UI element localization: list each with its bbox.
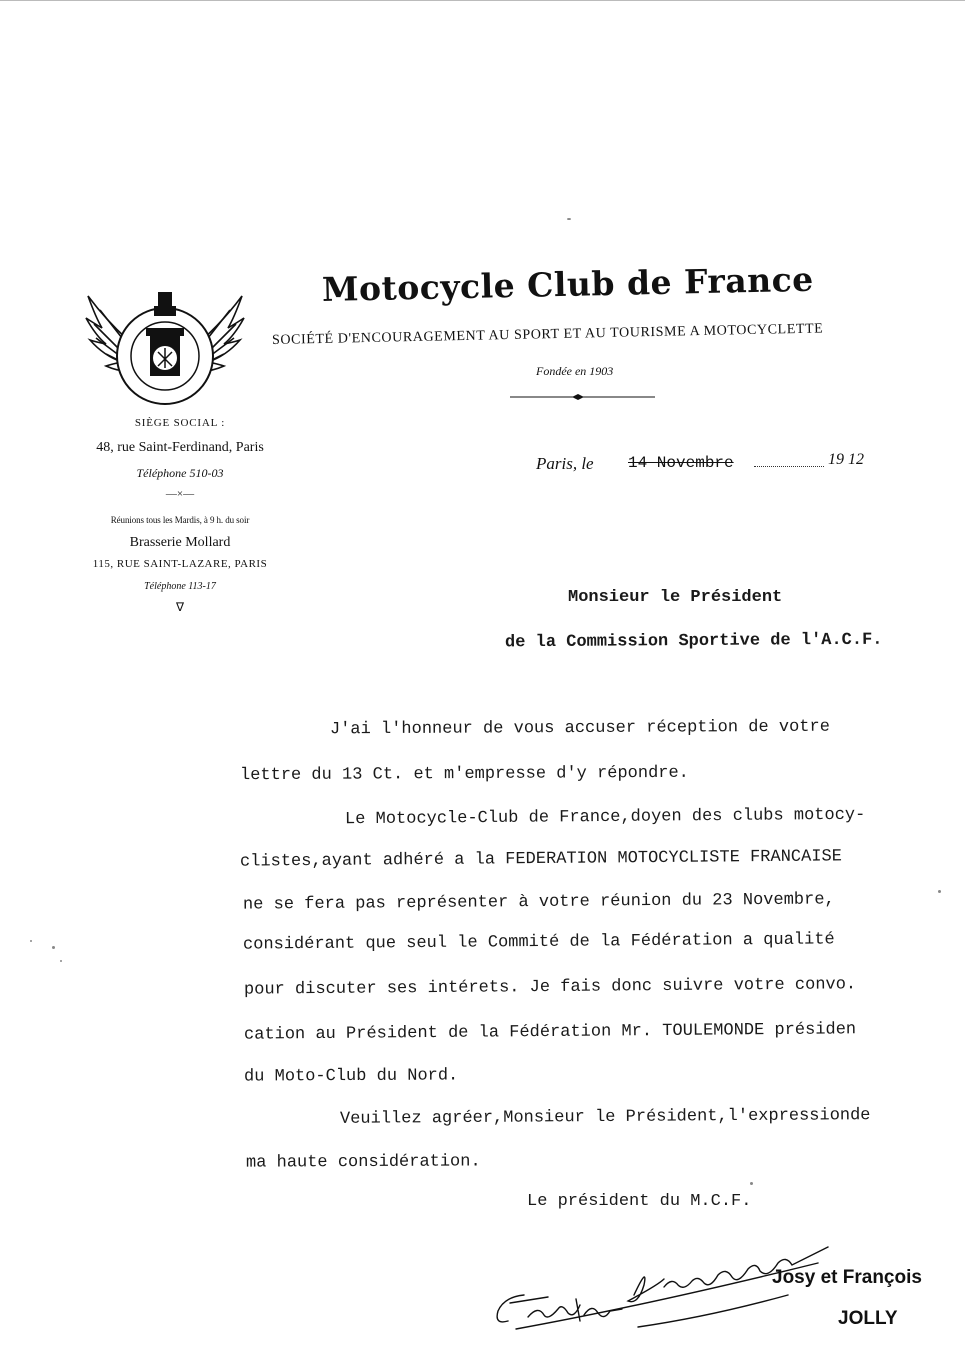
club-subtitle: SOCIÉTÉ D'ENCOURAGEMENT AU SPORT ET AU TOURISME A MOTOCYCLETTE — [271, 321, 824, 348]
founded-year: Fondée en 1903 — [536, 364, 614, 378]
body-line: lettre du 13 Ct. et m'empresse d'y répondre. — [239, 763, 689, 786]
body-line: du Moto-Club du Nord. — [243, 1066, 459, 1087]
body-line: cation au Président de la Fédération Mr. TOULEMONDE présiden — [243, 1020, 857, 1045]
scan-edge — [0, 0, 965, 1]
venue-address: 115, RUE SAINT-LAZARE, PARIS — [92, 558, 268, 570]
body-line: ne se fera pas représenter à votre réunion du 23 Novembre, — [242, 890, 835, 915]
body-line: ma haute considération. — [245, 1152, 481, 1173]
venue-phone: Téléphone 113-17 — [144, 581, 216, 592]
triangle-mark: ∇ — [175, 600, 185, 614]
closing-line: Le président du M.C.F. — [527, 1192, 752, 1211]
scan-speck — [60, 960, 62, 962]
scan-speck — [30, 940, 32, 942]
recipient-line-1: Monsieur le Président — [568, 588, 783, 607]
siege-phone: Téléphone 510-03 — [136, 466, 224, 480]
club-logo — [82, 288, 248, 410]
scan-speck — [567, 218, 571, 220]
scan-speck — [750, 1182, 753, 1185]
address-separator: —×— — [165, 488, 195, 500]
decorative-rule — [510, 391, 655, 403]
date-value: 14 Novembre — [628, 454, 734, 472]
body-line: clistes,ayant adhéré a la FEDERATION MOTOCYCLISTE FRANCAISE — [239, 847, 842, 872]
body-line: pour discuter ses intérets. Je fais donc suivre votre convo. — [243, 975, 857, 1000]
siege-label: SIÈGE SOCIAL : — [134, 417, 226, 429]
club-title: Motocycle Club de France — [321, 259, 815, 309]
credit-line-1: Josy et François — [772, 1267, 922, 1288]
body-line: Le Motocycle-Club de France,doyen des clubs motocy- — [344, 805, 866, 830]
body-line: J'ai l'honneur de vous accuser réception de votre — [329, 717, 830, 740]
credit-line-2: JOLLY — [838, 1308, 898, 1329]
year-value: 19 12 — [828, 451, 864, 468]
body-line: considérant que seul le Commité de la Fédération a qualité — [242, 930, 835, 955]
date-dots — [754, 466, 824, 467]
venue-name: Brasserie Mollard — [129, 535, 231, 550]
meetings-note: Réunions tous les Mardis, à 9 h. du soir — [110, 515, 250, 525]
siege-address: 48, rue Saint-Ferdinand, Paris — [96, 440, 264, 455]
scan-speck — [938, 890, 941, 893]
scan-speck — [52, 946, 55, 949]
body-line: Veuillez agréer,Monsieur le Président,l'expressionde — [339, 1106, 871, 1129]
place-label: Paris, le — [536, 454, 594, 473]
dateline — [536, 451, 886, 478]
recipient-line-2: de la Commission Sportive de l'A.C.F. — [504, 630, 883, 653]
